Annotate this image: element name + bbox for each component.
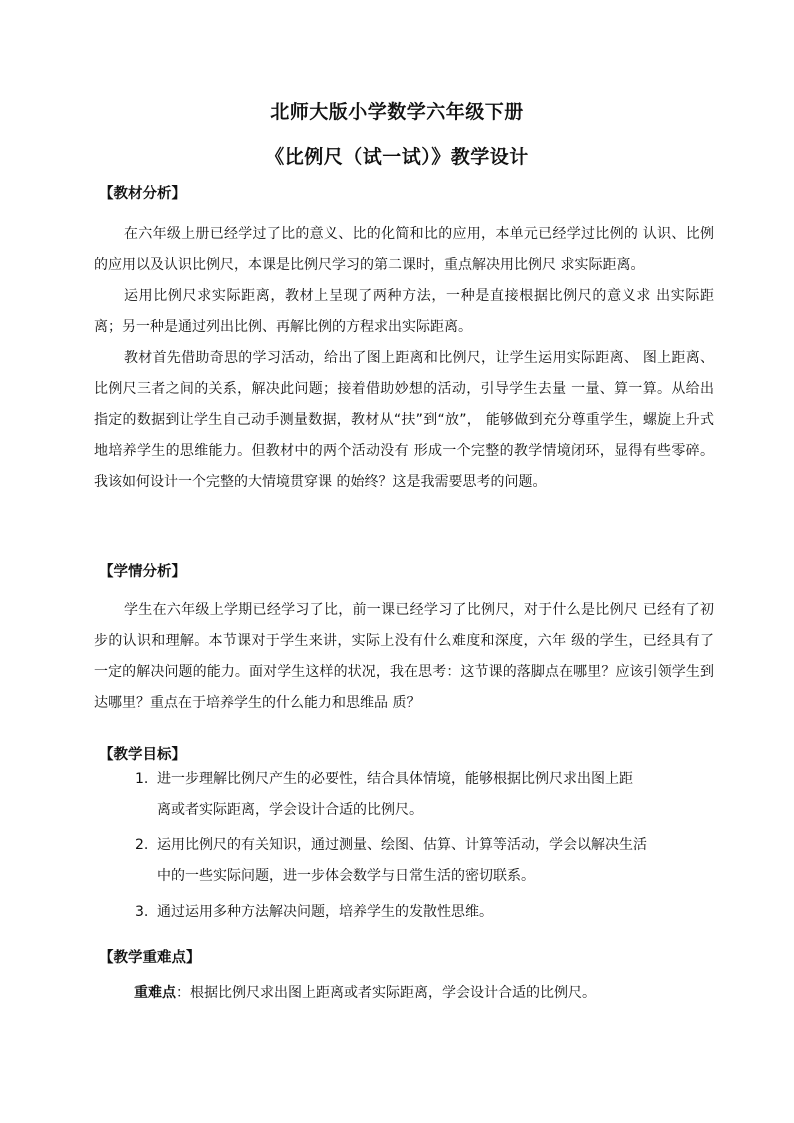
section-heading-textbook-analysis: 【教材分析】: [99, 186, 186, 202]
objective-number: 3.: [135, 904, 149, 920]
section-heading-objectives: 【教学目标】: [99, 747, 186, 763]
objective-number: 1.: [135, 771, 149, 787]
objective-text-continued: 离或者实际距离，学会设计合适的比例尺。: [157, 802, 423, 818]
objective-text: 通过运用多种方法解决问题，培养学生的发散性思维。: [157, 904, 493, 920]
objective-text: 进一步理解比例尺产生的必要性，结合具体情境，能够根据比例尺求出图上距: [157, 771, 633, 787]
objective-item: [135, 764, 705, 826]
objective-text: 运用比例尺的有关知识，通过测量、绘图、估算、计算等活动，学会以解决生活: [157, 837, 647, 853]
objective-number: 2.: [135, 837, 149, 853]
key-points-body: ：根据比例尺求出图上距离或者实际距离，学会设计合适的比例尺。: [176, 985, 596, 1001]
paragraph-textbook-1: 在六年级上册已经学过了比的意义、比的化简和比的应用，本单元已经学过比例的 认识、比例的应用以及认识比例尺，本课是比例尺学习的第二课时，重点解决用比例尺 求实际距离。: [94, 226, 714, 273]
document-subtitle: 《比例尺（试一试）》教学设计: [265, 146, 529, 168]
key-points-text: [134, 982, 596, 1002]
objective-item: [135, 897, 705, 928]
section-heading-student-analysis: 【学情分析】: [99, 564, 186, 580]
section-heading-key-points: 【教学重难点】: [99, 950, 201, 966]
objective-item: [135, 830, 705, 892]
document-title: 北师大版小学数学六年级下册: [270, 101, 524, 123]
paragraph-student-1: 学生在六年级上学期已经学习了比，前一课已经学习了比例尺，对于什么是比例尺 已经有了初步的认识和理解。本节课对于学生来讲，实际上没有什么难度和深度，六年 级的学生，已经具有了一定的解决问题的能力。面对学生这样的状况，我在思考：这节课的落脚点在哪里？应该引领学生到达哪里？重点在于培养学生的什么能力和思维品 质？: [94, 602, 714, 711]
objective-text-continued: 中的一些实际问题，进一步体会数学与日常生活的密切联系。: [157, 868, 535, 884]
paragraph-textbook-2: 运用比例尺求实际距离，教材上呈现了两种方法，一种是直接根据比例尺的意义求 出实际距离；另一种是通过列出比例、再解比例的方程求出实际距离。: [94, 288, 714, 335]
paragraph-textbook-3: 教材首先借助奇思的学习活动，给出了图上距离和比例尺，让学生运用实际距离、 图上距离、比例尺三者之间的关系，解决此问题；接着借助妙想的活动，引导学生去量 一量、算一算。从给出指定的数据到让学生自己动手测量数据，教材从“扶”到“放”， 能够做到充分尊重学生，螺旋上升式地培养学生的思维能力。但教材中的两个活动没有 形成一个完整的教学情境闭环，显得有些零碎。我该如何设计一个完整的大情境贯穿课 的始终？这是我需要思考的问题。: [94, 350, 714, 490]
key-points-label: 重难点: [134, 985, 176, 1001]
